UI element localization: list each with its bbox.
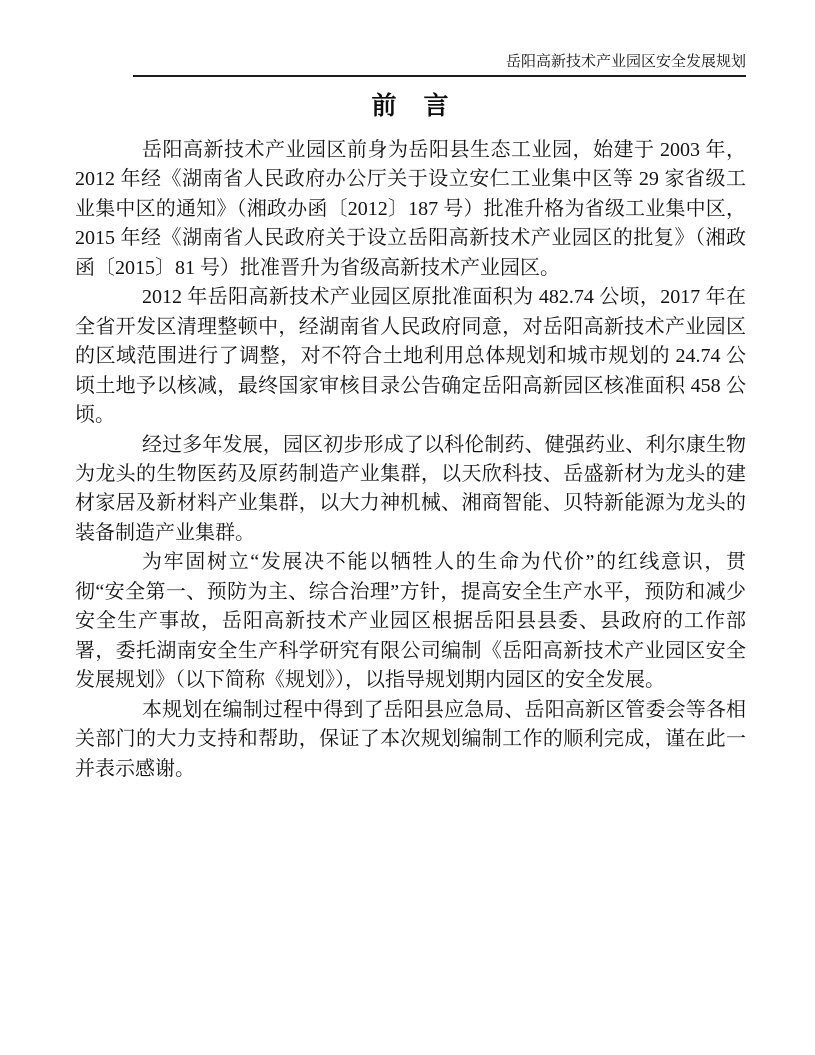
page-title: 前 言 (371, 92, 450, 120)
paragraph: 本规划在编制过程中得到了岳阳县应急局、岳阳高新区管委会等各相关部门的大力支持和帮助，保证了本次规划编制工作的顺利完成，谨在此一并表示感谢。 (75, 698, 746, 780)
paragraph: 岳阳高新技术产业园区前身为岳阳县生态工业园，始建于 2003 年，2012 年经《湖南省人民政府办公厅关于设立安仁工业集中区等 29 家省级工业集中区的通知》（湘政办函〔2012〕187 号）批准升格为省级工业集中区，2015 年经《湖南省人民政府关于设立岳阳高新技术产业园区的批复》（湘政函〔2015〕81 号）批准晋升为省级高新技术产业园区。 (75, 139, 746, 279)
page-header (133, 0, 746, 77)
paragraph: 2012 年岳阳高新技术产业园区原批准面积为 482.74 公顷，2017 年在全省开发区清理整顿中，经湖南省人民政府同意，对岳阳高新技术产业园区的区域范围进行了调整，对不符合土地利用总体规划和城市规划的 24.74 公顷土地予以核减，最终国家审核目录公告确定岳阳高新园区核准面积 458 公顷。 (75, 286, 746, 427)
header-running-title: 岳阳高新技术产业园区安全发展规划 (505, 54, 746, 70)
document-body (75, 136, 746, 784)
paragraph: 经过多年发展，园区初步形成了以科伦制药、健强药业、利尔康生物为龙头的生物医药及原药制造产业集群，以天欣科技、岳盛新材为龙头的建材家居及新材料产业集群，以大力神机械、湘商智能、贝特新能源为龙头的装备制造产业集群。 (75, 433, 746, 544)
paragraph: 为牢固树立“发展决不能以牺牲人的生命为代价”的红线意识，贯彻“安全第一、预防为主、综合治理”方针，提高安全生产水平，预防和减少安全生产事故，岳阳高新技术产业园区根据岳阳县县委、县政府的工作部署，委托湖南安全生产科学研究有限公司编制《岳阳高新技术产业园区安全发展规划》（以下简称《规划》），以指导规划期内园区的安全发展。 (75, 551, 746, 692)
